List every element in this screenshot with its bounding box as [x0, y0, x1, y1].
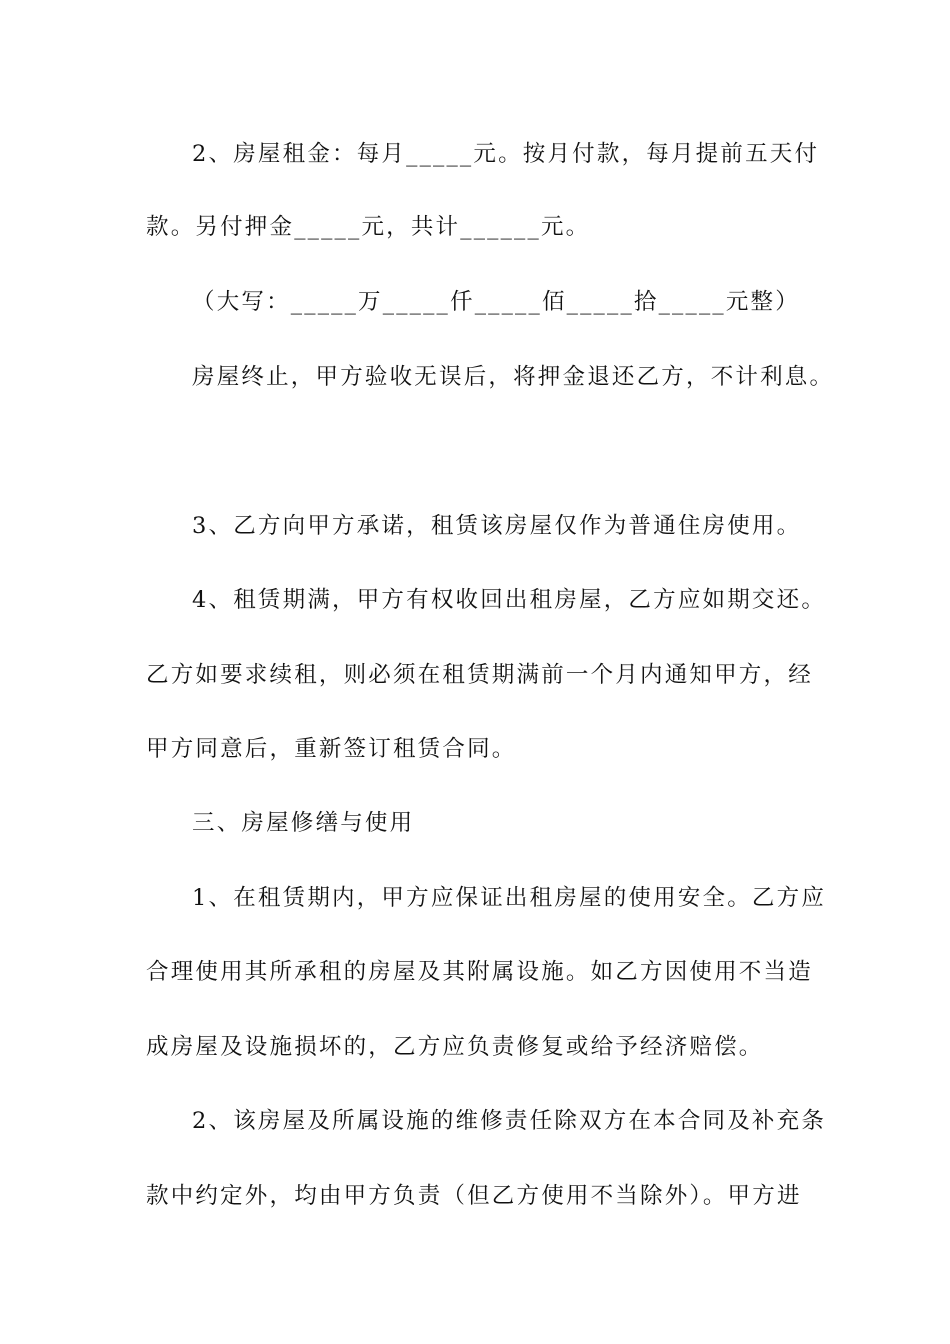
deposit-refund-line: 房屋终止，甲方验收无误后，将押金退还乙方，不计利息。: [192, 364, 835, 390]
repair-clause-1-line-2: 合理使用其所承租的房屋及其附属设施。如乙方因使用不当造: [146, 959, 813, 985]
rent-amount-in-words: （大写：_____万_____仟_____佰_____拾_____元整）: [192, 289, 800, 315]
rent-clause-line-2: 款。另付押金_____元，共计______元。: [146, 214, 591, 240]
residential-use-clause: 3、乙方向甲方承诺，租赁该房屋仅作为普通住房使用。: [192, 513, 802, 539]
lease-expiry-clause-line-1: 4、租赁期满，甲方有权收回出租房屋，乙方应如期交还。: [192, 587, 827, 613]
section-heading-repair-and-use: 三、房屋修缮与使用: [192, 810, 415, 836]
repair-clause-1-line-1: 1、在租赁期内，甲方应保证出租房屋的使用安全。乙方应: [192, 885, 827, 911]
repair-clause-1-line-3: 成房屋及设施损坏的，乙方应负责修复或给予经济赔偿。: [146, 1034, 764, 1060]
rent-clause-line-1: 2、房屋租金：每月_____元。按月付款，每月提前五天付: [192, 141, 820, 167]
repair-clause-2-line-1: 2、该房屋及所属设施的维修责任除双方在本合同及补充条: [192, 1108, 827, 1134]
lease-expiry-clause-line-3: 甲方同意后，重新签订租赁合同。: [146, 736, 517, 762]
lease-expiry-clause-line-2: 乙方如要求续租，则必须在租赁期满前一个月内通知甲方，经: [146, 662, 813, 688]
repair-clause-2-line-2: 款中约定外，均由甲方负责（但乙方使用不当除外）。甲方进: [146, 1183, 802, 1209]
